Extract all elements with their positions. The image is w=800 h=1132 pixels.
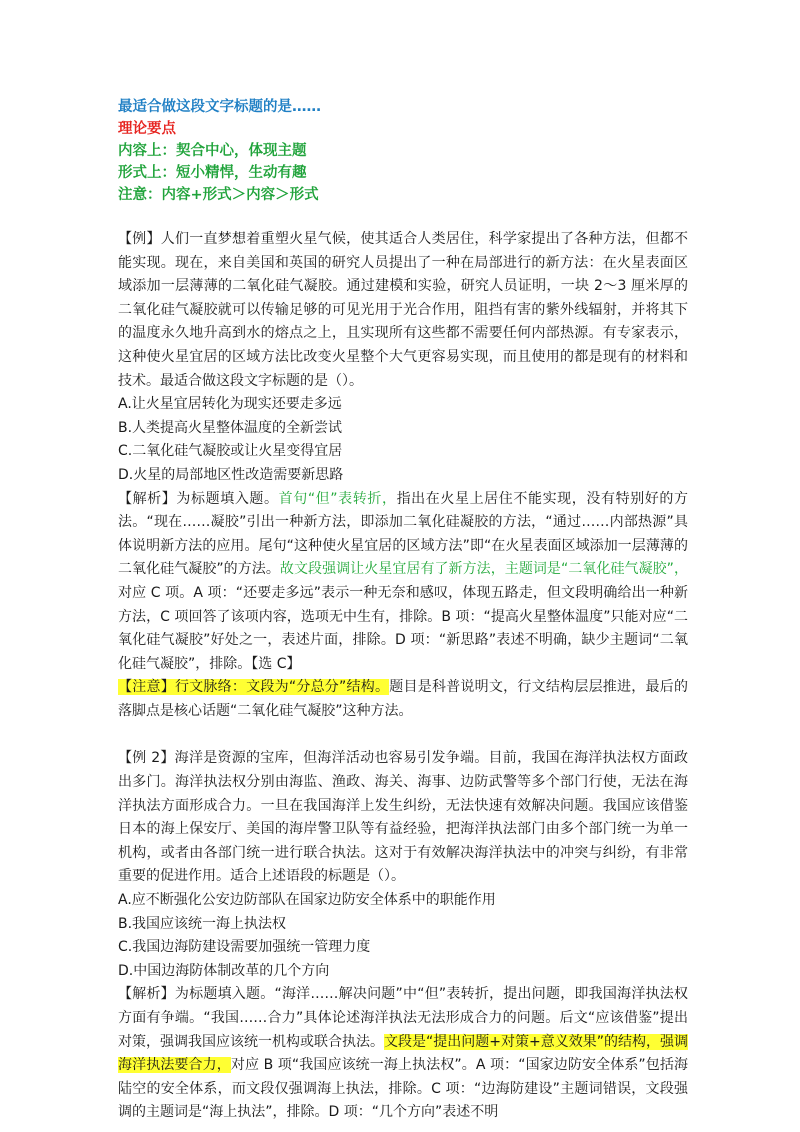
analysis-green-2: 故文段强调让火星宜居有了新方法，主题词是“二氧化硅气凝胶”， [279,561,688,578]
example1-option-d: D.火星的局部地区性改造需要新思路 [118,466,344,483]
example2-option-b: B.我国应该统一海上执法权 [118,915,287,932]
document-page [118,96,688,1125]
example2-option-d: D.中国边海防体制改革的几个方向 [118,962,330,979]
example2-stem: 【例 2】海洋是资源的宝库，但海洋活动也容易引发争端。目前，我国在海洋执法权方面政出多门。海洋执法权分别由海监、渔政、海关、海事、边防武警等多个部门行使，无法在海洋执法方面形成合力。一旦在我国海洋上发生纠纷，无法快速有效解决问题。我国应该借鉴日本的海上保安厅、美国的海岸警卫队等有益经验，把海洋执法部门由多个部门统一为单一机构，或者由各部门统一进行联合执法。这对于有效解决海洋执法中的冲突与纠纷，有非常重要的促进作用。适合上述语段的标题是（）。 [118,750,688,885]
example1-stem: 【例】人们一直梦想着重塑火星气候，使其适合人类居住，科学家提出了各种方法，但都不能实现。现在，来自美国和英国的研究人员提出了一种在局部进行的新方法：在火星表面区域添加一层薄薄的二氧化硅气凝胶。通过建模和实验，研究人员证明，一块 2～3 厘米厚的二氧化硅气凝胶就可以传输足够的可见光用于光合作用，阻挡有害的紫外线辐射，并将其下的温度永久地升高到水的熔点之上，且实现所有这些都不需要任何内部热源。有专家表示，这种使火星宜居的区域方法比改变火星整个大气更容易实现，而且使用的都是现有的材料和技术。最适合做这段文字标题的是（）。 [118,231,688,389]
content-rule: 内容上：契合中心，体现主题 [118,143,307,159]
example1-option-b: B.人类提高火星整体温度的全新尝试 [118,419,343,436]
spacer [118,723,688,747]
analysis-lead: 【解析】为标题填入题。“海洋……解决问题”中“但”表转折，提出问题，即我国海洋执法权方面有争端。“我国……合力”具体论述海洋执法无法形成合力的问题。后文“应该借鉴”提出对策，强调我国应该统一机构或联合执法。 [118,986,688,1050]
example1-analysis [118,488,688,677]
example1-option-a: A.让火星宜居转化为现实还要走多远 [118,396,342,413]
analysis-highlight: 文段是“提出问题+对策+意义效果”的结构，强调海洋执法要合力， [118,1033,688,1074]
analysis-tail: 对应 B 项“我国应该统一海上执法权”。A 项：“国家边防安全体系”包括海陆空的安全体系，而文段仅强调海上执法，排除。C 项：“边海防建设”主题词错误，文段强调的主题词是“海上执法”，排除。D 项：“几个方向”表述不明 [118,1057,689,1121]
example1-note [118,676,688,723]
analysis-body: 指出在火星上居住不能实现，没有特别好的方法。“现在……凝胶”引出一种新方法，即添加二氧化硅凝胶的方法，“通过……内部热源”具体说明新方法的应用。尾句“这种使火星宜居的区域方法”即“在火星表面区域添加一层薄薄的二氧化硅气凝胶”的方法。 [118,490,689,578]
note-highlight: 【注意】行文脉络：文段为“分总分”结构。 [118,679,390,696]
form-rule: 形式上：短小精悍，生动有趣 [118,165,307,181]
note-rest: 题目是科普说明文，行文结构层层推进，最后的落脚点是核心话题“二氧化硅气凝胶”这种方法。 [118,679,688,719]
note-rule: 注意：内容+形式＞内容＞形式 [118,187,319,203]
example2-option-c: C.我国边海防建设需要加强统一管理力度 [118,939,371,956]
analysis-lead: 【解析】为标题填入题。 [118,490,279,507]
analysis-green-1: 首句“但”表转折， [278,490,397,507]
example1-option-c: C.二氧化硅气凝胶或让火星变得宜居 [118,443,343,460]
example2-option-a: A.应不断强化公安边防部队在国家边防安全体系中的职能作用 [118,892,496,909]
section-title: 最适合做这段文字标题的是…… [118,99,321,115]
spacer [118,206,688,228]
example2-analysis [118,983,688,1125]
analysis-tail: 对应 C 项。A 项：“还要走多远”表示一种无奈和感叹，体现五路走，但文段明确给出一种新方法，C 项回答了该项内容，选项无中生有，排除。B 项：“提高火星整体温度”只能对应“二氧化硅气凝胶”好处之一，表述片面，排除。D 项：“新思路”表述不明确，缺少主题词“二氧化硅气凝胶”，排除。【选 C】 [118,584,688,672]
theory-heading: 理论要点 [118,121,176,137]
